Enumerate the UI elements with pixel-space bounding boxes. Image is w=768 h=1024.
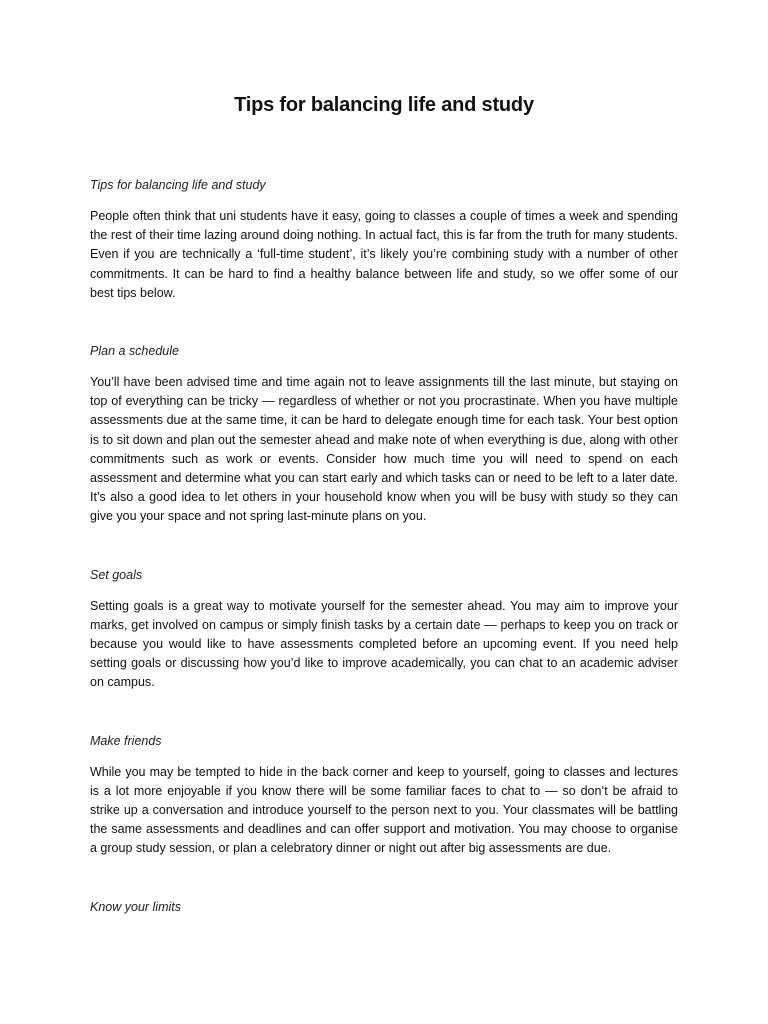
- section-set-goals: [90, 566, 678, 693]
- section-paragraph: People often think that uni students have it easy, going to classes a couple of times a week and spending the rest of their time lazing around doing nothing. In actual fact, this is far from the truth for many students. Even if you are technically a ‘full-time student’, it’s likely you’re combining study with a number of other commitments. It can be hard to find a healthy balance between life and study, so we offer some of our best tips below.: [90, 209, 678, 300]
- section-know-your-limits: [90, 898, 678, 916]
- section-paragraph: You’ll have been advised time and time again not to leave assignments till the last minute, but staying on top of everything can be tricky — regardless of whether or not you procrastinate. When you have multiple assessments due at the same time, it can be hard to delegate enough time for each task. Your best option is to sit down and plan out the semester ahead and make note of when everything is due, along with other commitments such as work or events. Consider how much time you will need to spend on each assessment and determine what you can start early and which tasks can or need to be left to a later date. It’s also a good idea to let others in your household know when you will be busy with study so they can give you your space and not spring last-minute plans on you.: [90, 375, 678, 524]
- document-body: [90, 176, 678, 916]
- section-intro: [90, 176, 678, 303]
- section-paragraph: Setting goals is a great way to motivate yourself for the semester ahead. You may aim to improve your marks, get involved on campus or simply finish tasks by a certain date — perhaps to keep you on track or because you would like to have assessments completed before an upcoming event. If you need help setting goals or discussing how you’d like to improve academically, you can chat to an academic adviser on campus.: [90, 598, 678, 690]
- section-heading: Set goals: [90, 567, 143, 582]
- section-heading: Tips for balancing life and study: [90, 178, 266, 192]
- section-plan-a-schedule: [90, 342, 678, 527]
- section-paragraph: While you may be tempted to hide in the back corner and keep to yourself, going to classes and lectures is a lot more enjoyable if you know there will be some familiar faces to chat to — so don’t be afraid to strike up a conversation and introduce yourself to the person next to you. Your classmates will be battling the same assessments and deadlines and can offer support and motivation. You may choose to organise a group study session, or plan a celebratory dinner or night out after big assessments are due.: [90, 764, 678, 856]
- section-heading: Plan a schedule: [90, 344, 179, 359]
- section-heading: Know your limits: [90, 899, 181, 914]
- section-make-friends: [90, 732, 678, 859]
- document-title: Tips for balancing life and study: [234, 94, 534, 116]
- section-heading: Make friends: [90, 733, 162, 748]
